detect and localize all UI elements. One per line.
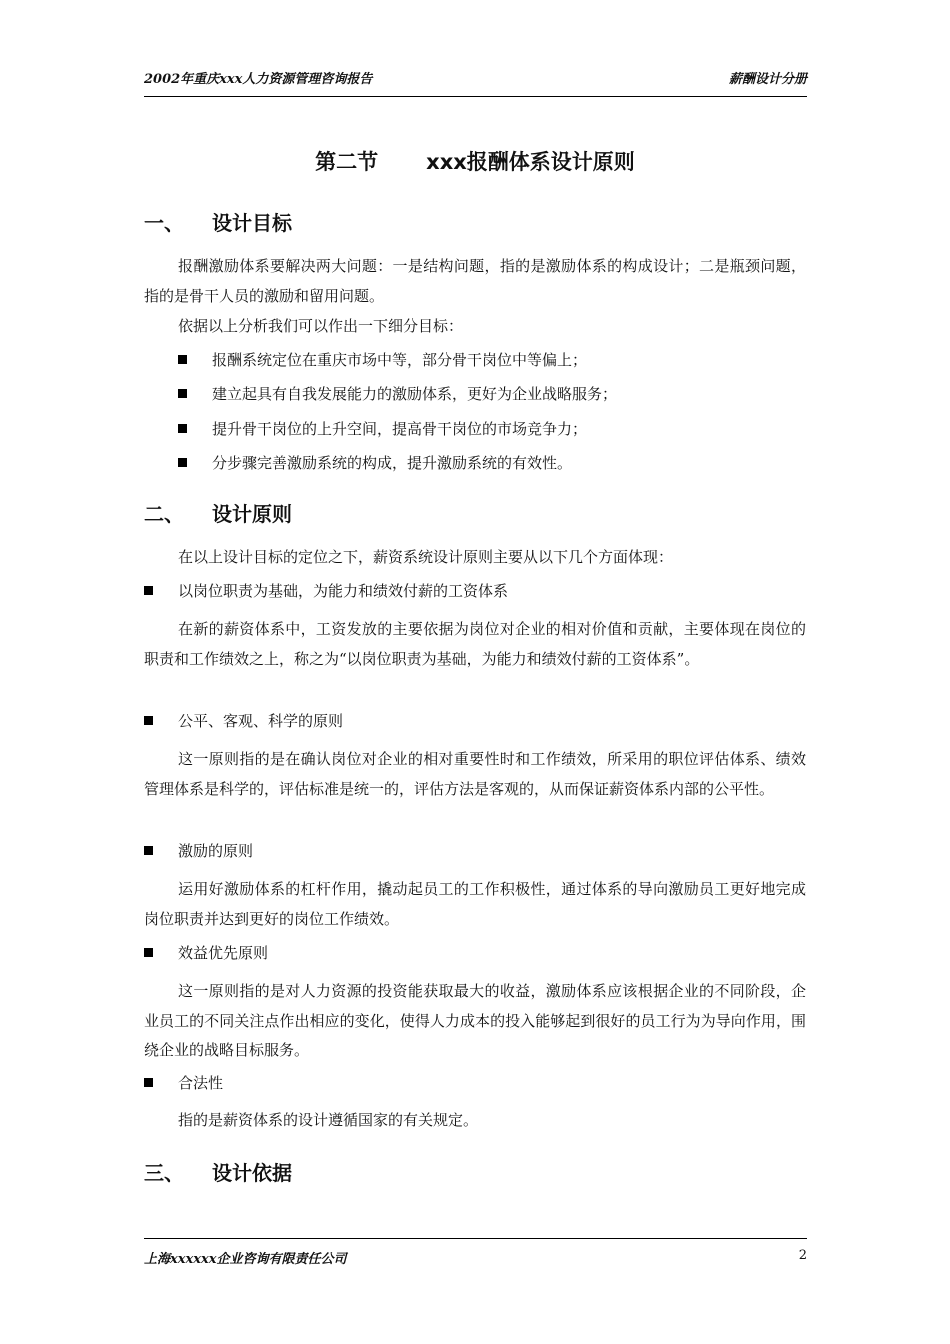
paragraph: 这一原则指的是对人力资源的投资能获取最大的收益，激励体系应该根据企业的不同阶段，企业员工的不同关注点作出相应的变化，使得人力成本的投入能够起到很好的员工行为为导向作用，围绕企业的战略目标服务。 — [144, 982, 806, 1059]
heading-text: 设计原则 — [212, 502, 292, 526]
heading-text: 设计依据 — [212, 1161, 292, 1185]
square-bullet-icon — [178, 424, 187, 433]
page-header — [144, 68, 807, 88]
heading-number: 一、 — [144, 211, 184, 235]
principle-label-text: 以岗位职责为基础，为能力和绩效付薪的工资体系 — [178, 582, 509, 600]
heading-design-basis — [144, 1157, 292, 1186]
paragraph: 依据以上分析我们可以作出一下细分目标： — [178, 317, 464, 335]
paragraph: 这一原则指的是在确认岗位对企业的相对重要性时和工作绩效，所采用的职位评估体系、绩效管理体系是科学的，评估标准是统一的，评估方法是客观的，从而保证薪资体系内部的公平性。 — [144, 750, 806, 798]
principle-label-text: 效益优先原则 — [178, 944, 269, 962]
square-bullet-icon — [178, 458, 187, 467]
heading-text: 设计目标 — [212, 211, 292, 235]
square-bullet-icon — [144, 948, 153, 957]
heading-number: 二、 — [144, 502, 184, 526]
paragraph: 报酬激励体系要解决两大问题：一是结构问题，指的是激励体系的构成设计；二是瓶颈问题，指的是骨干人员的激励和留用问题。 — [144, 257, 806, 305]
square-bullet-icon — [178, 389, 187, 398]
paragraph: 运用好激励体系的杠杆作用，撬动起员工的工作积极性，通过体系的导向激励员工更好地完成岗位职责并达到更好的岗位工作绩效。 — [144, 880, 806, 928]
footer-rule — [144, 1238, 807, 1239]
principle-label-text: 合法性 — [178, 1074, 224, 1092]
list-item-text: 建立起具有自我发展能力的激励体系，更好为企业战略服务； — [212, 385, 618, 403]
list-item-text: 分步骤完善激励系统的构成，提升激励系统的有效性。 — [212, 454, 573, 472]
footer-company: 上海xxxxxx企业咨询有限责任公司 — [144, 1252, 347, 1267]
header-report-title: 2002年重庆xxx人力资源管理咨询报告 — [144, 72, 373, 87]
square-bullet-icon — [144, 586, 153, 595]
header-rule — [144, 96, 807, 97]
page-number: 2 — [798, 1248, 807, 1263]
square-bullet-icon — [144, 1078, 153, 1087]
heading-design-goals — [144, 207, 292, 236]
principle-label-text: 激励的原则 — [178, 842, 254, 860]
paragraph: 在新的薪资体系中，工资发放的主要依据为岗位对企业的相对价值和贡献，主要体现在岗位的职责和工作绩效之上，称之为“以岗位职责为基础，为能力和绩效付薪的工资体系”。 — [144, 620, 806, 668]
list-item-text: 报酬系统定位在重庆市场中等，部分骨干岗位中等偏上； — [212, 351, 588, 369]
heading-design-principles — [144, 498, 292, 527]
list-item-text: 提升骨干岗位的上升空间，提高骨干岗位的市场竞争力； — [212, 420, 588, 438]
square-bullet-icon — [178, 355, 187, 364]
square-bullet-icon — [144, 716, 153, 725]
paragraph: 指的是薪资体系的设计遵循国家的有关规定。 — [178, 1111, 479, 1129]
principle-label-text: 公平、客观、科学的原则 — [178, 712, 344, 730]
section-title-number: 第二节 — [315, 150, 379, 174]
page-footer — [144, 1248, 807, 1268]
paragraph: 在以上设计目标的定位之下，薪资系统设计原则主要从以下几个方面体现： — [178, 548, 674, 566]
heading-number: 三、 — [144, 1161, 184, 1185]
section-title — [0, 146, 950, 176]
square-bullet-icon — [144, 846, 153, 855]
section-title-text: xxx报酬体系设计原则 — [426, 150, 635, 174]
header-volume-title: 薪酬设计分册 — [728, 72, 807, 87]
